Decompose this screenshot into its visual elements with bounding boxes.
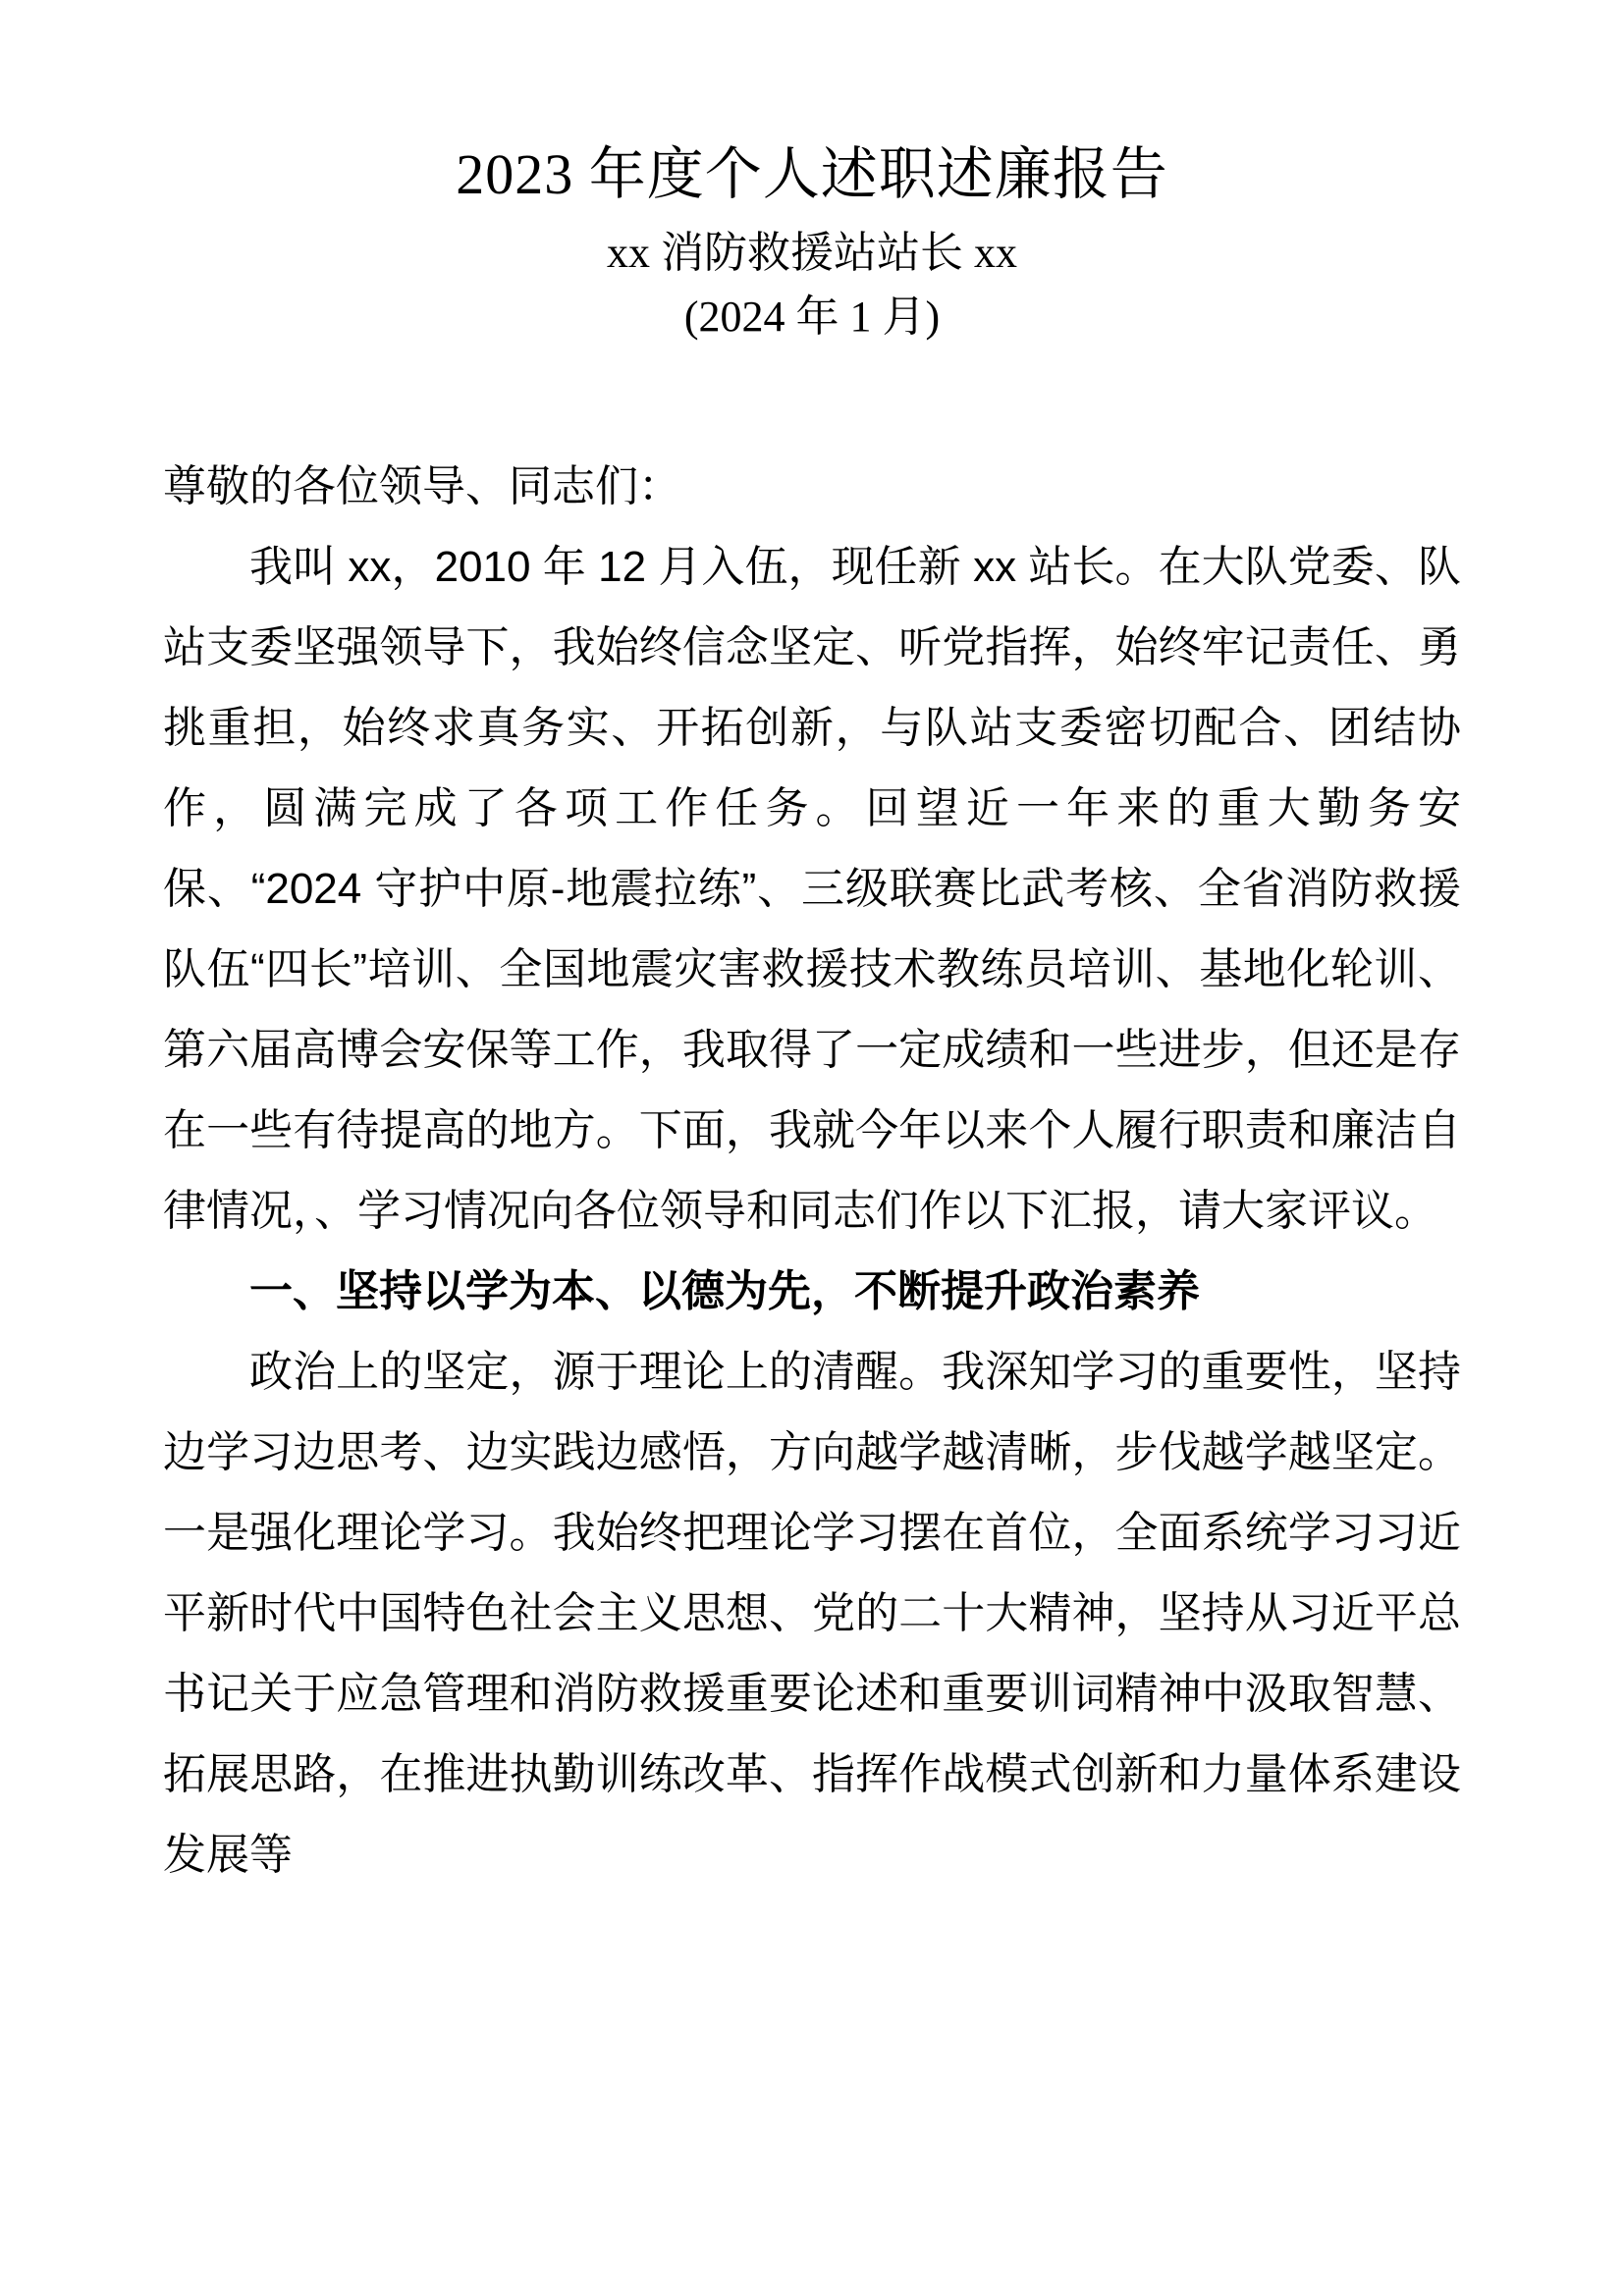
- document-title: 2023 年度个人述职述廉报告: [456, 142, 1168, 206]
- paragraph-section-1-body: 政治上的坚定，源于理论上的清醒。我深知学习的重要性，坚持边学习边思考、边实践边感悟，方向越学越清晰，步伐越学越坚定。一是强化理论学习。我始终把理论学习摆在首位，全面系统学习习近平新时代中国特色社会主义思想、党的二十大精神，坚持从习近平总书记关于应急管理和消防救援重要论述和重要训词精神中汲取智慧、拓展思路，在推进执勤训练改革、指挥作战模式创新和力量体系建设发展等: [163, 1347, 1461, 1879]
- paragraph-intro: 我叫 xx，2010 年 12 月入伍，现任新 xx 站长。在大队党委、队站支委坚强领导下，我始终信念坚定、听党指挥，始终牢记责任、勇挑重担，始终求真务实、开拓创新，与队站支委密切配合、团结协作，圆满完成了各项工作任务。回望近一年来的重大勤务安保、“2024 守护中原-地震拉练”、三级联赛比武考核、全省消防救援队伍“四长”培训、全国地震灾害救援技术教练员培训、基地化轮训、第六届高博会安保等工作，我取得了一定成绩和一些进步，但还是存在一些有待提高的地方。下面，我就今年以来个人履行职责和廉洁自律情况，、学习情况向各位领导和同志们作以下汇报，请大家评议。: [163, 542, 1461, 1235]
- date-line: (2024 年 1 月): [683, 292, 941, 341]
- salutation: 尊敬的各位领导、同志们：: [163, 461, 681, 510]
- section-heading-1: 一、坚持以学为本、以德为先，不断提升政治素养: [249, 1266, 1200, 1315]
- author-line: xx 消防救援站站长 xx: [607, 228, 1017, 277]
